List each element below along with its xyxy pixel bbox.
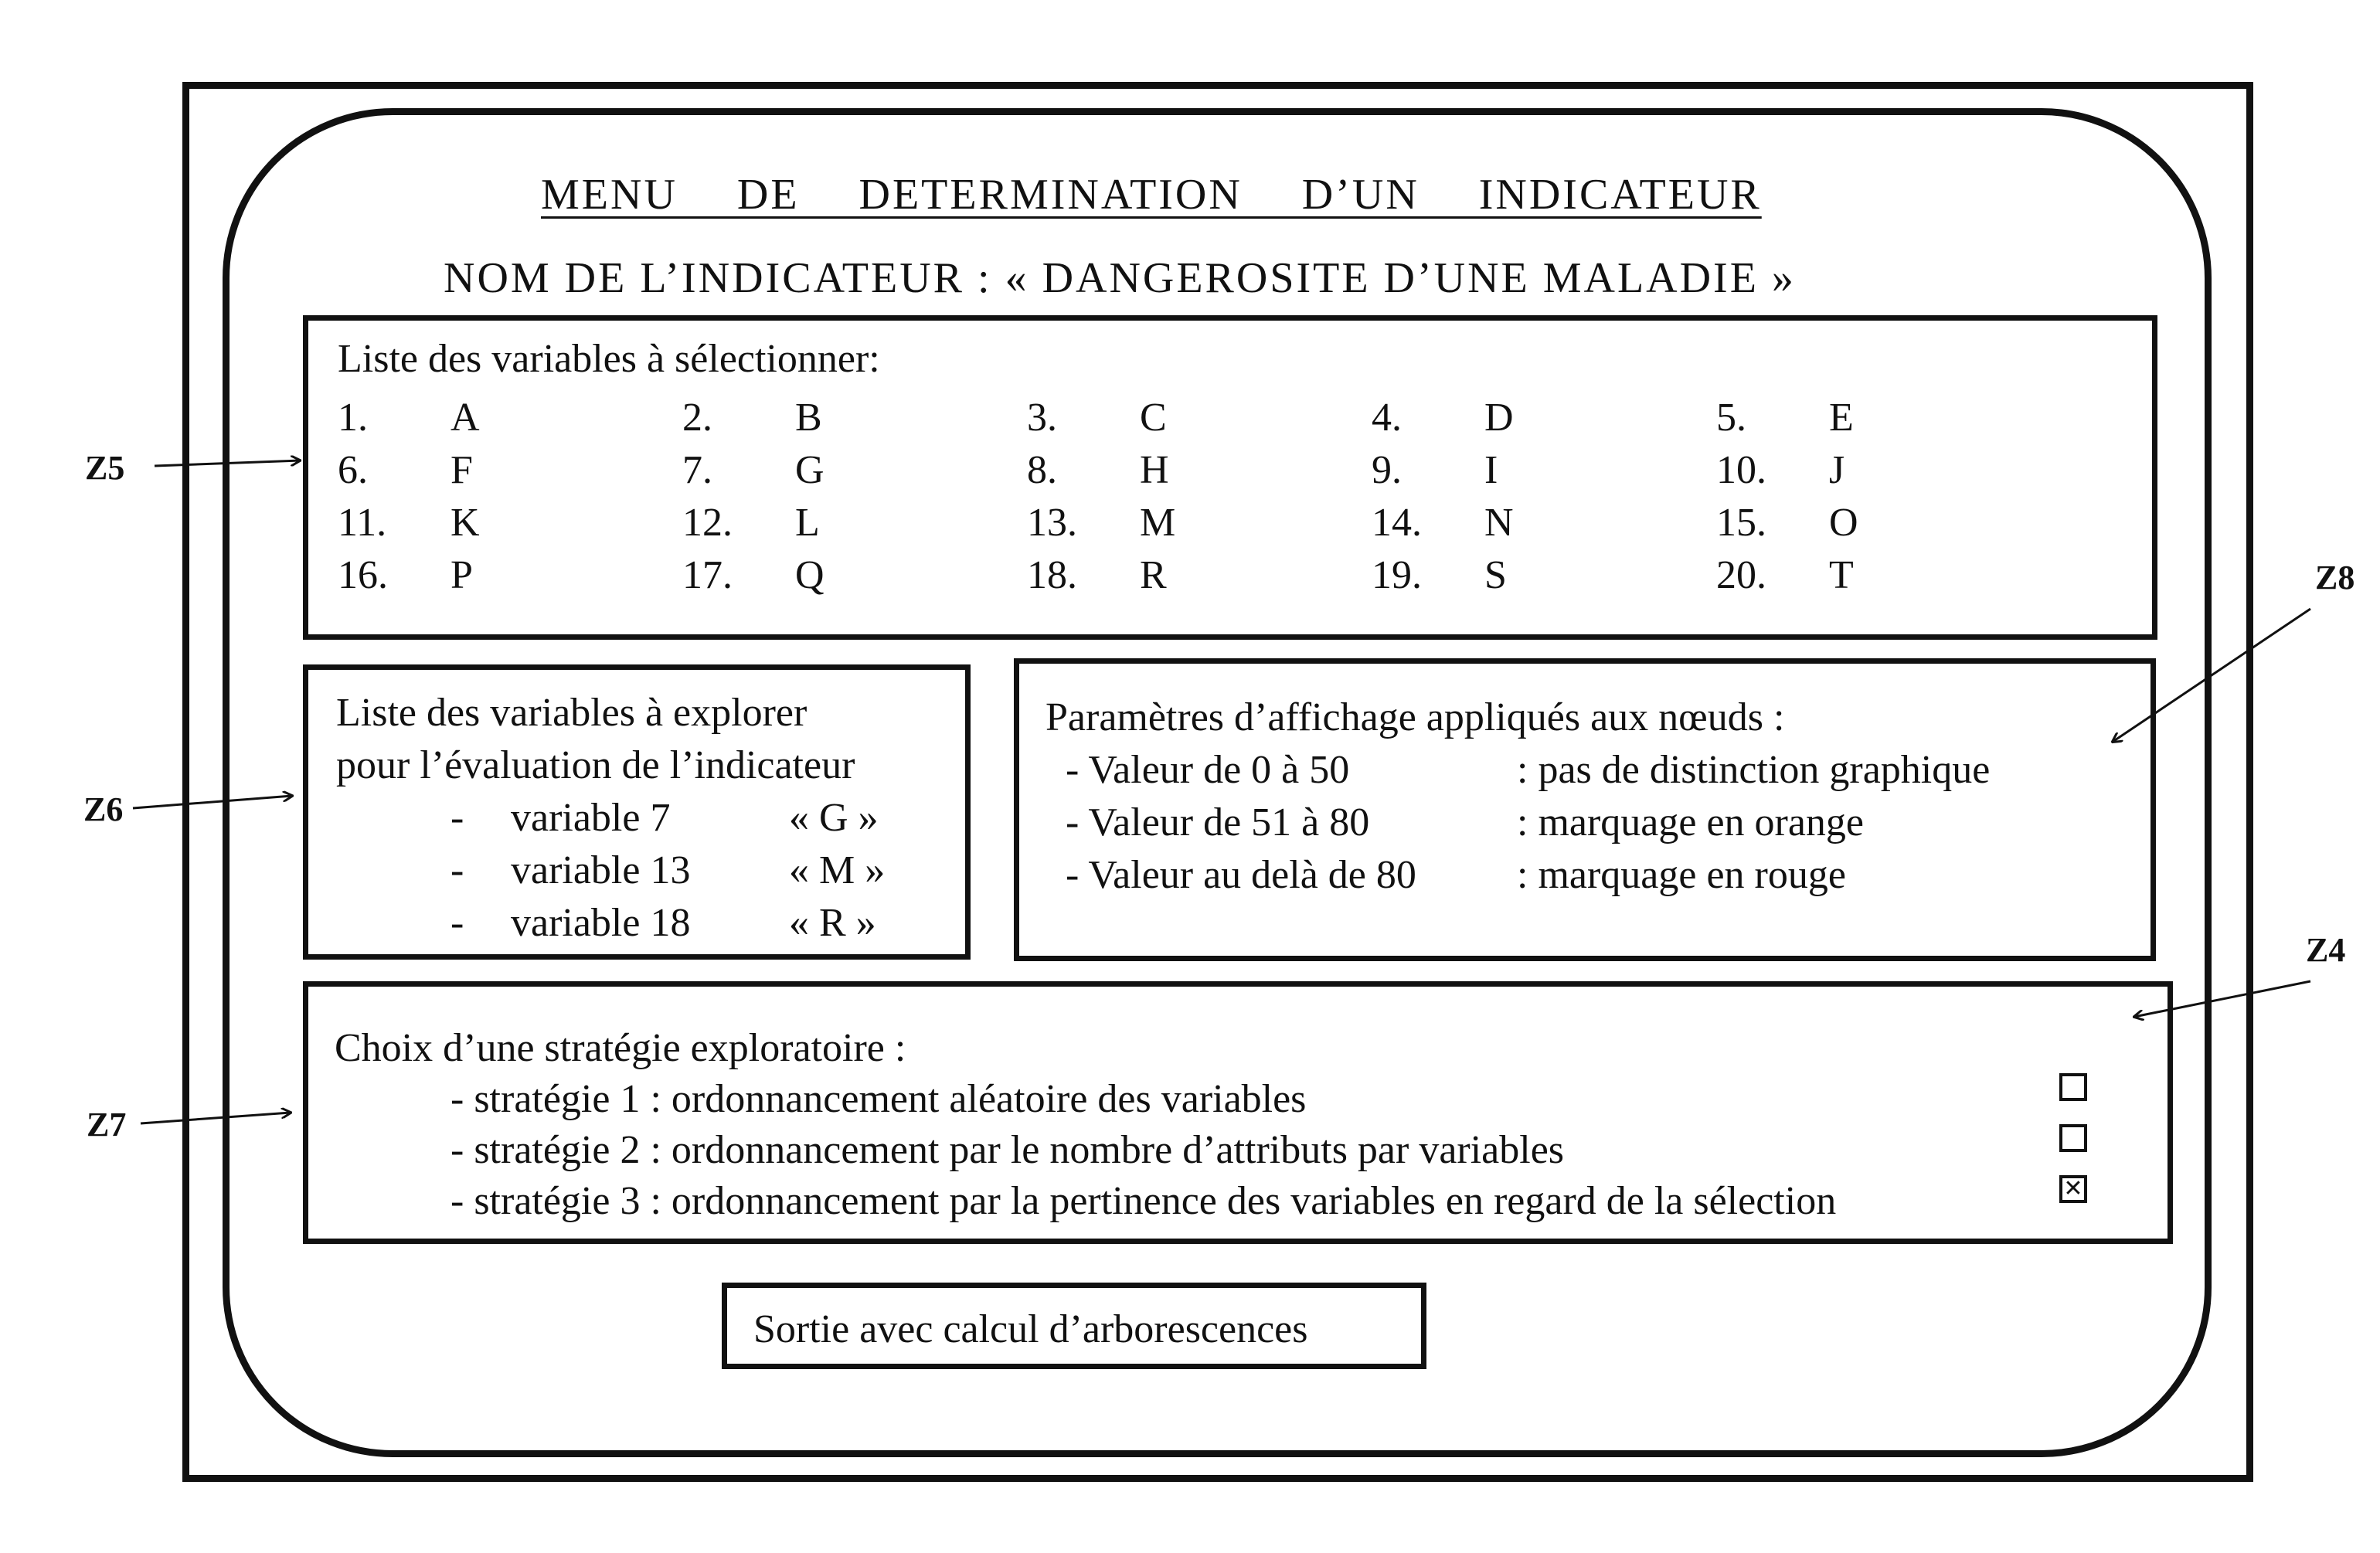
- variable-letter: S: [1484, 553, 1507, 597]
- zone-label-z6: Z6: [83, 790, 124, 828]
- variable-letter: T: [1829, 553, 1854, 597]
- variable-number: 13.: [1027, 501, 1077, 545]
- variable-letter: N: [1484, 501, 1514, 545]
- variable-number: 19.: [1372, 553, 1422, 597]
- strategy-option-label: - stratégie 3 : ordonnancement par la pertinence des variables en regard de la sélection: [450, 1179, 1837, 1223]
- variable-number: 6.: [338, 448, 368, 492]
- variable-number: 4.: [1372, 396, 1402, 440]
- variable-number: 14.: [1372, 501, 1422, 545]
- zone-label-z8: Z8: [2315, 559, 2355, 596]
- variable-letter: H: [1140, 448, 1169, 492]
- explore-item-dash: -: [450, 901, 464, 945]
- variable-number: 7.: [682, 448, 712, 492]
- menu-title: MENU DE DETERMINATION D’UN INDICATEUR: [541, 171, 1762, 219]
- variable-number: 20.: [1716, 553, 1766, 597]
- variable-letter: G: [795, 448, 824, 492]
- display-rule-effect: : pas de distinction graphique: [1517, 748, 1991, 792]
- strategy-heading: Choix d’une stratégie exploratoire :: [335, 1026, 906, 1070]
- explore-item-dash: -: [450, 848, 464, 892]
- explore-item-dash: -: [450, 796, 464, 840]
- zone-label-z5: Z5: [85, 449, 125, 487]
- explore-item-label: variable 18: [511, 901, 691, 945]
- display-rule-range: - Valeur de 51 à 80: [1066, 800, 1370, 844]
- z8-arrow: [2113, 609, 2310, 742]
- variable-number: 15.: [1716, 501, 1766, 545]
- variable-number: 12.: [682, 501, 733, 545]
- explore-item-code: « G »: [789, 796, 879, 840]
- z6-arrow: [133, 796, 292, 808]
- variable-letter: A: [450, 396, 480, 440]
- variable-letter: C: [1140, 396, 1167, 440]
- variable-letter: L: [795, 501, 820, 545]
- explore-item-label: variable 7: [511, 796, 671, 840]
- explore-item-label: variable 13: [511, 848, 691, 892]
- variable-number: 10.: [1716, 448, 1766, 492]
- variable-letter: P: [450, 553, 473, 597]
- variable-number: 1.: [338, 396, 368, 440]
- z4-arrow: [2134, 981, 2310, 1017]
- z5-arrow: [155, 460, 300, 466]
- variable-letter: E: [1829, 396, 1854, 440]
- variable-letter: Q: [795, 553, 824, 597]
- display-rule-effect: : marquage en rouge: [1517, 853, 1846, 897]
- zone-label-z4: Z4: [2306, 931, 2346, 969]
- exit-button-label: Sortie avec calcul d’arborescences: [753, 1307, 1308, 1351]
- variable-letter: R: [1140, 553, 1167, 597]
- display-rule-effect: : marquage en orange: [1517, 800, 1865, 844]
- variable-letter: B: [795, 396, 822, 440]
- strategy-option-label: - stratégie 1 : ordonnancement aléatoire des variables: [450, 1077, 1307, 1121]
- variable-number: 2.: [682, 396, 712, 440]
- variable-number: 3.: [1027, 396, 1057, 440]
- variable-letter: D: [1484, 396, 1514, 440]
- explore-item-code: « M »: [789, 848, 886, 892]
- display-heading: Paramètres d’affichage appliqués aux nœuds :: [1046, 695, 1785, 739]
- variable-letter: I: [1484, 448, 1498, 492]
- explore-heading-line2: pour l’évaluation de l’indicateur: [336, 743, 855, 787]
- variable-letter: J: [1829, 448, 1845, 492]
- variable-number: 9.: [1372, 448, 1402, 492]
- variable-number: 17.: [682, 553, 733, 597]
- indicator-name: NOM DE L’INDICATEUR : « DANGEROSITE D’UNE MALADIE »: [444, 254, 1796, 302]
- variable-letter: F: [450, 448, 473, 492]
- variable-number: 18.: [1027, 553, 1077, 597]
- variable-number: 8.: [1027, 448, 1057, 492]
- strategy-option-label: - stratégie 2 : ordonnancement par le nombre d’attributs par variables: [450, 1128, 1565, 1172]
- variable-number: 5.: [1716, 396, 1746, 440]
- variable-letter: M: [1140, 501, 1176, 545]
- explore-heading-line1: Liste des variables à explorer: [336, 691, 808, 735]
- variable-number: 16.: [338, 553, 388, 597]
- selection-heading: Liste des variables à sélectionner:: [338, 337, 880, 381]
- zone-label-z7: Z7: [87, 1106, 127, 1144]
- display-rule-range: - Valeur de 0 à 50: [1066, 748, 1350, 792]
- variable-letter: O: [1829, 501, 1858, 545]
- variable-letter: K: [450, 501, 480, 545]
- explore-item-code: « R »: [789, 901, 876, 945]
- z7-arrow: [141, 1113, 291, 1123]
- strategy-3-checkbox[interactable]: ✕: [2059, 1175, 2087, 1203]
- variable-number: 11.: [338, 501, 387, 545]
- display-rule-range: - Valeur au delà de 80: [1066, 853, 1416, 897]
